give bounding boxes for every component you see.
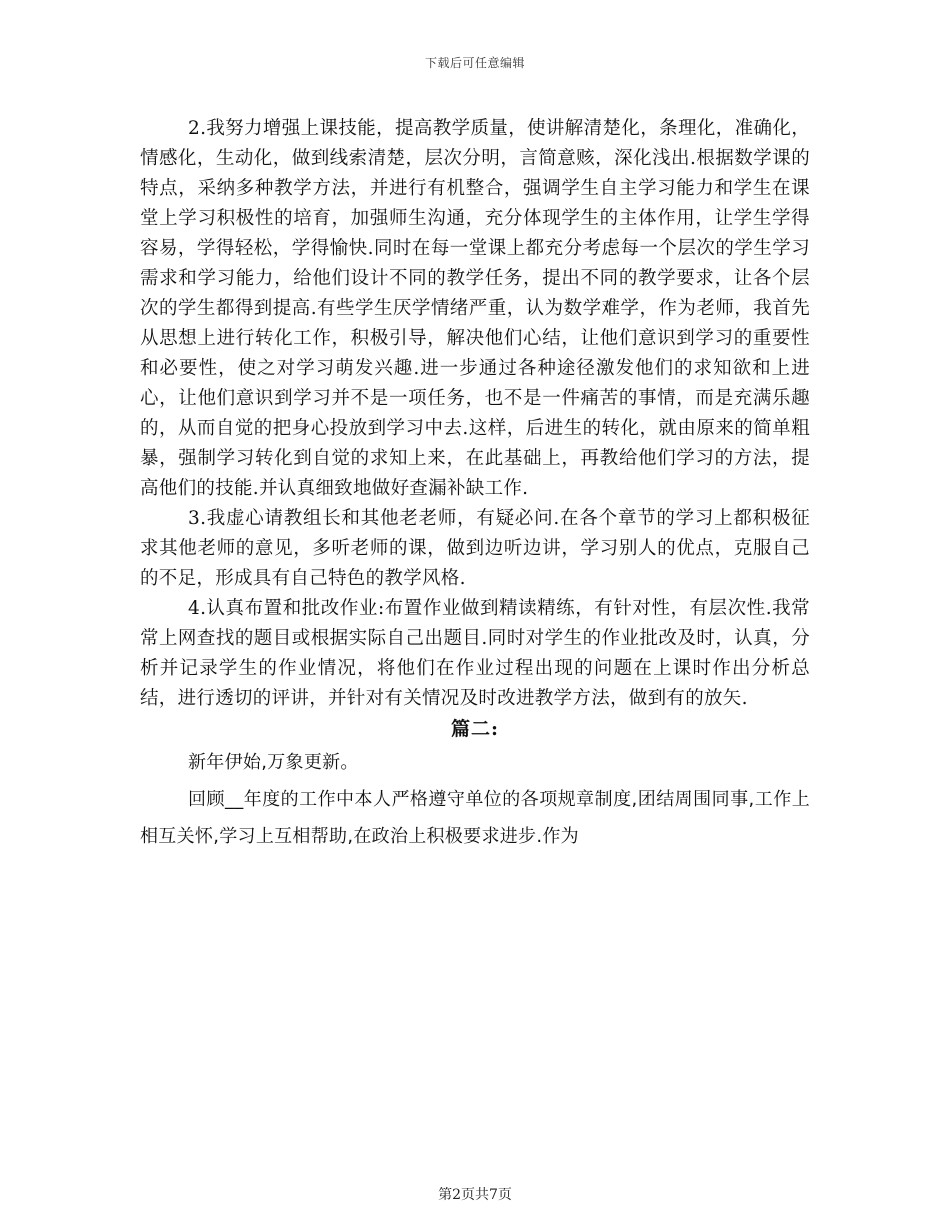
section-paragraph-2: 回顾__年度的工作中本人严格遵守单位的各项规章制度,团结周围同事,工作上相互关怀,学习上互相帮助,在政治上积极要求进步.作为 — [140, 789, 810, 847]
page-number: 第2页共7页 — [438, 1187, 512, 1203]
paragraph-2: 2.我努力增强上课技能，提高教学质量，使讲解清楚化，条理化，准确化，情感化，生动化，做到线索清楚，层次分明，言简意赅，深化浅出.根据数学课的特点，采纳多种教学方法，并进行有机整合，强调学生自主学习能力和学生在课堂上学习积极性的培育，加强师生沟通，充分体现学生的主体作用，让学生学得容易，学得轻松，学得愉快.同时在每一堂课上都充分考虑每一个层次的学生学习需求和学习能力，给他们设计不同的教学任务，提出不同的教学要求，让各个层次的学生都得到提高.有些学生厌学情绪严重，认为数学难学，作为老师，我首先从思想上进行转化工作，积极引导，解决他们心结，让他们意识到学习的重要性和必要性，使之对学习萌发兴趣.进一步通过各种途径激发他们的求知欲和上进心，让他们意识到学习并不是一项任务，也不是一件痛苦的事情，而是充满乐趣的，从而自觉的把身心投放到学习中去.这样，后进生的转化，就由原来的简单粗暴，强制学习转化到自觉的求知上来，在此基础上，再教给他们学习的方法，提高他们的技能.并认真细致地做好查漏补缺工作. — [140, 118, 810, 499]
paragraph-3: 3.我虚心请教组长和其他老老师，有疑必问.在各个章节的学习上都积极征求其他老师的意见，多听老师的课，做到边听边讲，学习别人的优点，克服自己的不足，形成具有自己特色的教学风格. — [140, 508, 810, 589]
section-paragraph-1: 新年伊始,万象更新。 — [188, 752, 359, 773]
document-body — [140, 114, 810, 855]
paragraph-4: 4.认真布置和批改作业:布置作业做到精读精练，有针对性，有层次性.我常常上网查找的题目或根据实际自己出题目.同时对学生的作业批改及时，认真，分析并记录学生的作业情况，将他们在作业过程出现的问题在上课时作出分析总结，进行透切的评讲，并针对有关情况及时改进教学方法，做到有的放矢. — [140, 598, 810, 709]
section-heading: 篇二: — [450, 718, 499, 740]
page-header-note: 下载后可任意编辑 — [424, 56, 525, 70]
